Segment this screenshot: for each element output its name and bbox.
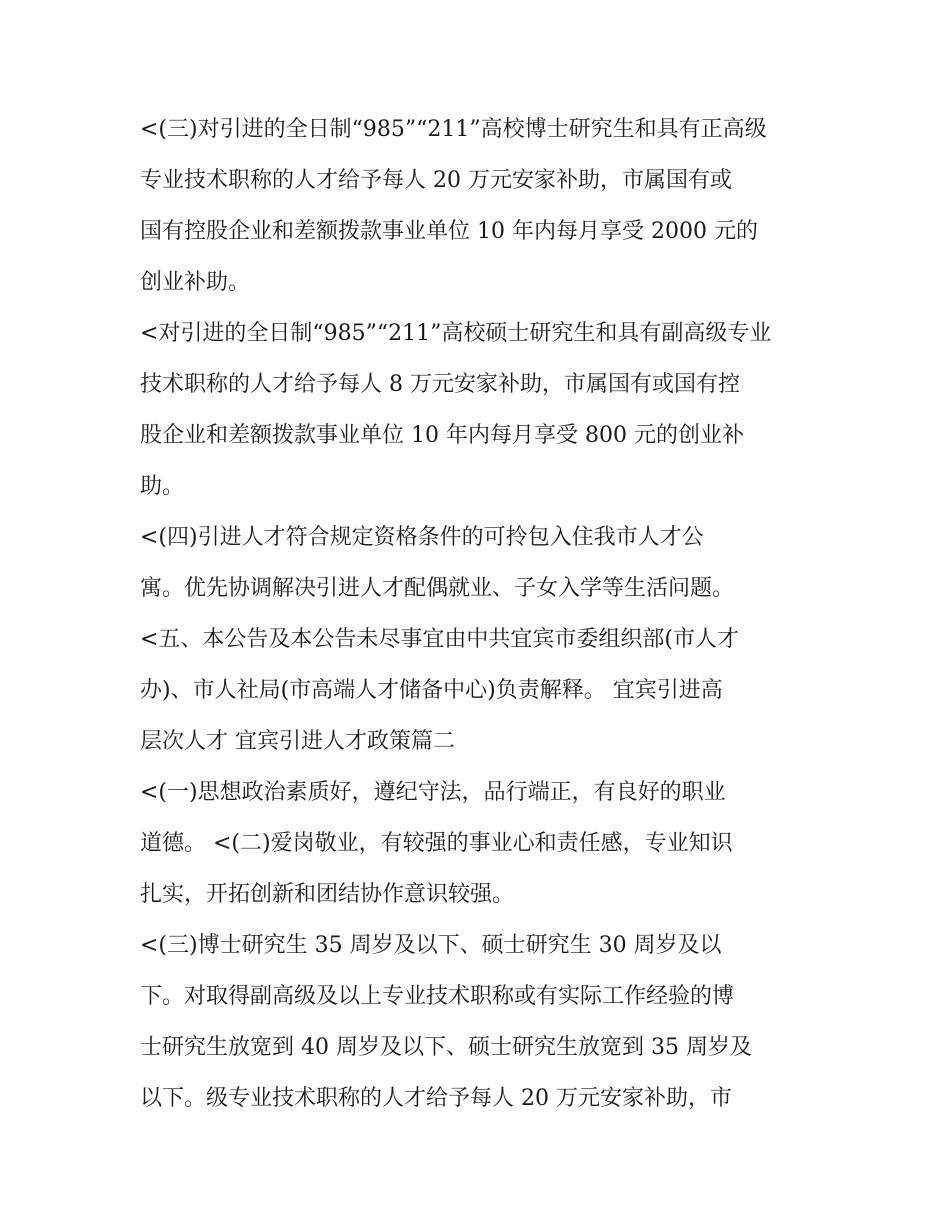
text-line: 下。对取得副高级及以上专业技术职称或有实际工作经验的博 xyxy=(140,984,735,1009)
text-line: 创业补助。 xyxy=(140,270,251,295)
text-line: <五、本公告及本公告未尽事宜由中共宜宾市委组织部(市人才 xyxy=(140,627,740,652)
text-line: 道德。 <(二)爱岗敬业，有较强的事业心和责任感，专业知识 xyxy=(140,831,733,856)
text-line: 技术职称的人才给予每人 8 万元安家补助，市属国有或国有控 xyxy=(140,372,740,397)
text-line: <(一)思想政治素质好，遵纪守法，品行端正，有良好的职业 xyxy=(140,780,726,805)
text-line: 助。 xyxy=(140,474,185,499)
text-line: <对引进的全日制“985”“211”高校硕士研究生和具有副高级专业 xyxy=(140,321,772,346)
text-line: 股企业和差额拨款事业单位 10 年内每月享受 800 元的创业补 xyxy=(140,423,744,448)
text-line: 扎实，开拓创新和团结协作意识较强。 xyxy=(140,882,515,907)
text-line: <(三)博士研究生 35 周岁及以下、硕士研究生 30 周岁及以 xyxy=(140,933,722,958)
text-line: 寓。优先协调解决引进人才配偶就业、子女入学等生活问题。 xyxy=(140,576,735,601)
text-line: 层次人才 宜宾引进人才政策篇二 xyxy=(140,729,455,754)
text-line: <(四)引进人才符合规定资格条件的可拎包入住我市人才公 xyxy=(140,525,704,550)
text-line: <(三)对引进的全日制“985”“211”高校博士研究生和具有正高级 xyxy=(140,117,767,142)
text-line: 国有控股企业和差额拨款事业单位 10 年内每月享受 2000 元的 xyxy=(140,219,758,244)
text-line: 士研究生放宽到 40 周岁及以下、硕士研究生放宽到 35 周岁及 xyxy=(140,1035,752,1060)
text-line: 办)、市人社局(市高端人才储备中心)负责解释。 宜宾引进高 xyxy=(140,678,723,703)
text-line: 以下。级专业技术职称的人才给予每人 20 万元安家补助，市 xyxy=(140,1086,732,1111)
document-body xyxy=(140,104,820,1124)
text-line: 专业技术职称的人才给予每人 20 万元安家补助，市属国有或 xyxy=(140,168,732,193)
